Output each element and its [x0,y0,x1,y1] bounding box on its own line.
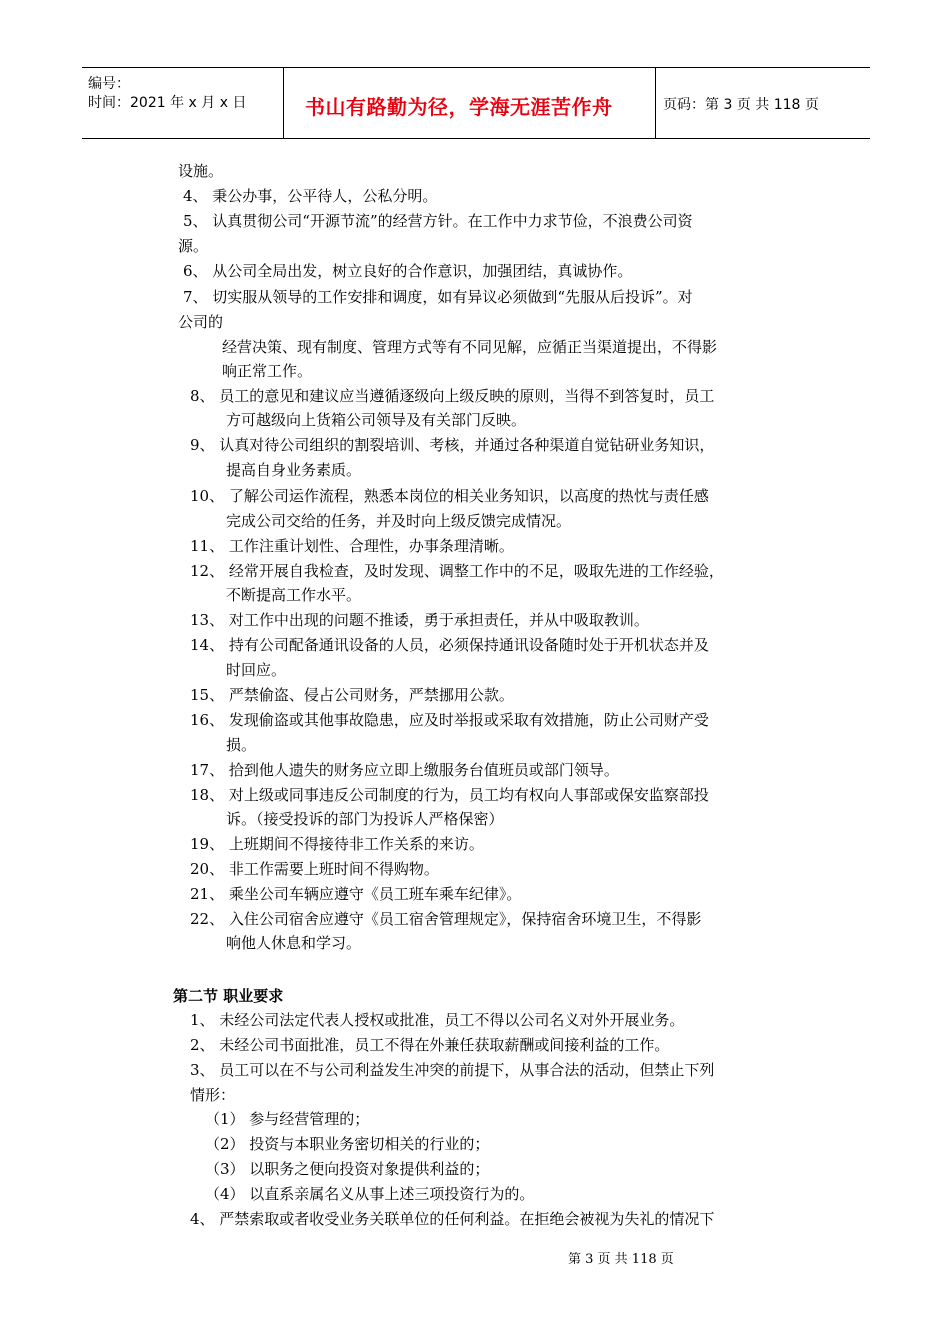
header-page-info: 页码：第 3 页 共 118 页 [663,97,819,113]
body-line: 损。 [226,736,257,754]
body-line: 提高自身业务素质。 [226,461,362,479]
body-line: 5、 认真贯彻公司“开源节流”的经营方针。在工作中力求节俭，不浪费公司资 [183,212,693,230]
body-line: 4、 秉公办事，公平待人，公私分明。 [183,187,438,205]
header-motto-cell [283,68,656,138]
section-line: 1、 未经公司法定代表人授权或批准，员工不得以公司名义对外开展业务。 [190,1011,685,1029]
body-line: 方可越级向上货箱公司领导及有关部门反映。 [226,411,527,429]
body-line: 18、 对上级或同事违反公司制度的行为，员工均有权向人事部或保安监察部投 [190,786,709,804]
body-line: 13、 对工作中出现的问题不推诿，勇于承担责任，并从中吸取教训。 [190,611,649,629]
body-line: 14、 持有公司配备通讯设备的人员，必须保持通讯设备随时处于开机状态并及 [190,636,709,654]
section-line: 3、 员工可以在不与公司利益发生冲突的前提下，从事合法的活动，但禁止下列 [190,1061,715,1079]
body-line: 22、 入住公司宿舍应遵守《员工宿舍管理规定》，保持宿舍环境卫生，不得影 [190,910,702,928]
body-line: 响正常工作。 [222,362,313,380]
body-line: 公司的 [178,313,224,331]
body-line: 17、 拾到他人遗失的财务应立即上缴服务台值班员或部门领导。 [190,761,619,779]
body-line: 诉。（接受投诉的部门为投诉人严格保密） [226,810,504,828]
header-page-cell [655,68,870,138]
section-line: 4、 严禁索取或者收受业务关联单位的任何利益。在拒绝会被视为失礼的情况下 [190,1210,715,1228]
body-line: 时回应。 [226,661,287,679]
body-line: 响他人休息和学习。 [226,934,362,952]
section-line: 2、 未经公司书面批准，员工不得在外兼任获取薪酬或间接利益的工作。 [190,1036,670,1054]
body-line: 完成公司交给的任务，并及时向上级反馈完成情况。 [226,512,572,530]
body-line: 8、 员工的意见和建议应当遵循逐级向上级反映的原则，当得不到答复时，员工 [190,387,715,405]
section-line: （2） 投资与本职业务密切相关的行业的； [205,1135,490,1153]
body-line: 源。 [178,237,209,255]
body-line: 15、 严禁偷盗、侵占公司财务，严禁挪用公款。 [190,686,514,704]
body-line: 19、 上班期间不得接待非工作关系的来访。 [190,835,484,853]
body-line: 20、 非工作需要上班时间不得购物。 [190,860,439,878]
body-line: 不断提高工作水平。 [226,586,362,604]
body-line: 12、 经常开展自我检查，及时发现、调整工作中的不足，吸取先进的工作经验， [190,562,724,580]
body-line: 10、 了解公司运作流程，熟悉本岗位的相关业务知识，以高度的热忱与责任感 [190,487,709,505]
section-line: （3） 以职务之便向投资对象提供利益的； [205,1160,490,1178]
section-line: 情形： [190,1086,236,1104]
body-line: 16、 发现偷盗或其他事故隐患，应及时举报或采取有效措施，防止公司财产受 [190,711,709,729]
body-line: 6、 从公司全局出发，树立良好的合作意识，加强团结，真诚协作。 [183,262,633,280]
body-line: 11、 工作注重计划性、合理性，办事条理清晰。 [190,537,514,555]
body-line: 设施。 [178,162,224,180]
body-line: 7、 切实服从领导的工作安排和调度，如有异议必须做到“先服从后投诉”。对 [183,288,693,306]
body-line: 9、 认真对待公司组织的割裂培训、考核，并通过各种渠道自觉钻研业务知识， [190,436,715,454]
body-line: 经营决策、现有制度、管理方式等有不同见解，应循正当渠道提出，不得影 [222,338,718,356]
section-line: （4） 以直系亲属名义从事上述三项投资行为的。 [205,1185,535,1203]
section-heading: 第二节 职业要求 [173,987,284,1005]
section-line: （1） 参与经营管理的； [205,1110,370,1128]
document-date-label: 时间：2021 年 x 月 x 日 [88,95,247,111]
body-line: 21、 乘坐公司车辆应遵守《员工班车乘车纪律》。 [190,885,522,903]
header-meta-cell [82,68,284,138]
header-table [82,67,870,139]
header-motto: 书山有路勤为径，学海无涯苦作舟 [305,95,613,119]
document-number-label: 编号： [88,76,130,92]
page-footer: 第 3 页 共 118 页 [568,1252,674,1267]
